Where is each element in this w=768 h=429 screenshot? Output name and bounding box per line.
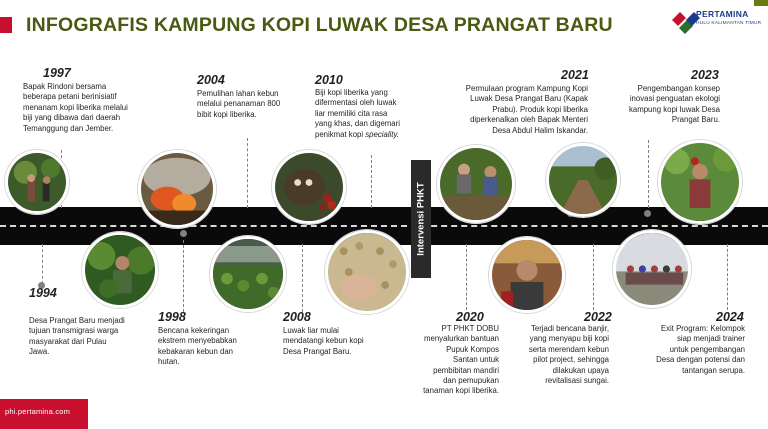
title-accent-bar [0,17,12,33]
footer-url[interactable]: phi.pertamina.com [5,407,71,416]
year-2021: 2021 [561,68,589,82]
photo-1998-fire [138,150,216,228]
year-2022: 2022 [584,310,612,324]
event-1997-description: Bapak Rindoni bersama beberapa petani berinisiatif menanam kopi liberika melalui biji yang dibawa dari daerah Temanggung dan Jember. [23,82,128,133]
event-2020-description: PT PHKT DOBU menyalurkan bantuan Pupuk Kompos Santan untuk pembibitan mandiri dan pemupukan tanaman kopi liberika. [423,324,499,396]
event-2021-description: Permulaan program Kampung Kopi Luwak Desa Prangat Baru (Kapak Prabu). Produk kopi liberika diperkenalkan oleh Bapak Menteri Desa Abdul Halim Iskandar. [465,84,588,135]
dot-1998 [180,230,187,237]
photo-2010-beans [325,230,409,314]
year-1994: 1994 [29,286,57,300]
connector-2004 [247,138,248,208]
intervention-label: Intervensi PHKT [415,182,427,256]
connector-2024 [727,244,728,310]
event-1994-description: Desa Prangat Baru menjadi tujuan transmigrasi warga masyarakat dari Pulau Jawa. [29,316,125,357]
page-title: INFOGRAFIS KAMPUNG KOPI LUWAK DESA PRANGAT BARU [26,14,613,36]
event-1998-description: Bencana kekeringan ekstrem menyebabkan kebakaran kebun dan hutan. [158,326,237,367]
event-2023-description: Pengembangan konsep inovasi penguatan ekologi kampung kopi luwak Desa Prangat Baru. [628,84,720,125]
photo-1997-farmers [5,150,69,214]
timeline-dash [0,225,768,227]
year-2008: 2008 [283,310,311,324]
photo-1994-farmer [82,232,158,308]
connector-2008 [302,244,303,312]
connector-2022 [593,244,594,310]
photo-2024-group [613,230,691,308]
year-1998: 1998 [158,310,186,324]
logo-subtitle: HULU KALIMANTAN TIMUR [696,21,762,26]
year-1997: 1997 [43,66,71,80]
connector-1998 [183,240,184,312]
connector-2020 [466,244,467,310]
event-2024-description: Exit Program: Kelompok siap menjadi trainer untuk pengembangan Desa dengan potensi dan tantangan serupa. [656,324,745,375]
event-2004-description: Pemulihan lahan kebun melalui penanaman 800 bibit kopi liberika. [197,89,281,119]
photo-2021-official [489,237,565,313]
photo-2020-planting [437,145,515,223]
photo-2022-river [546,143,620,217]
event-2008-description: Luwak liar mulai mendatangi kebun kopi Desa Prangat Baru. [283,326,364,356]
event-2022-description: Terjadi bencana banjir, yang menyapu biji kopi serta merendam kebun pilot project, sehingga dilakukan upaya revitalisasi sungai. [528,324,609,386]
connector-2010 [371,155,372,208]
photo-2023-harvest [658,140,742,224]
photo-2004-nursery [210,236,286,312]
logo-name: PERTAMINA [696,9,749,19]
year-2010: 2010 [315,73,343,87]
event-2010-description: Biji kopi liberika yang difermentasi oleh luwak liar memiliki cita rasa yang khas, dan digemari penikmat kopi speciality. [315,88,400,139]
photo-2008-luwak [272,150,346,224]
year-2024: 2024 [716,310,744,324]
year-2020: 2020 [456,310,484,324]
connector-2023 [648,140,649,208]
dot-2023 [644,210,651,217]
connector-1994 [42,244,43,284]
year-2023: 2023 [691,68,719,82]
year-2004: 2004 [197,73,225,87]
